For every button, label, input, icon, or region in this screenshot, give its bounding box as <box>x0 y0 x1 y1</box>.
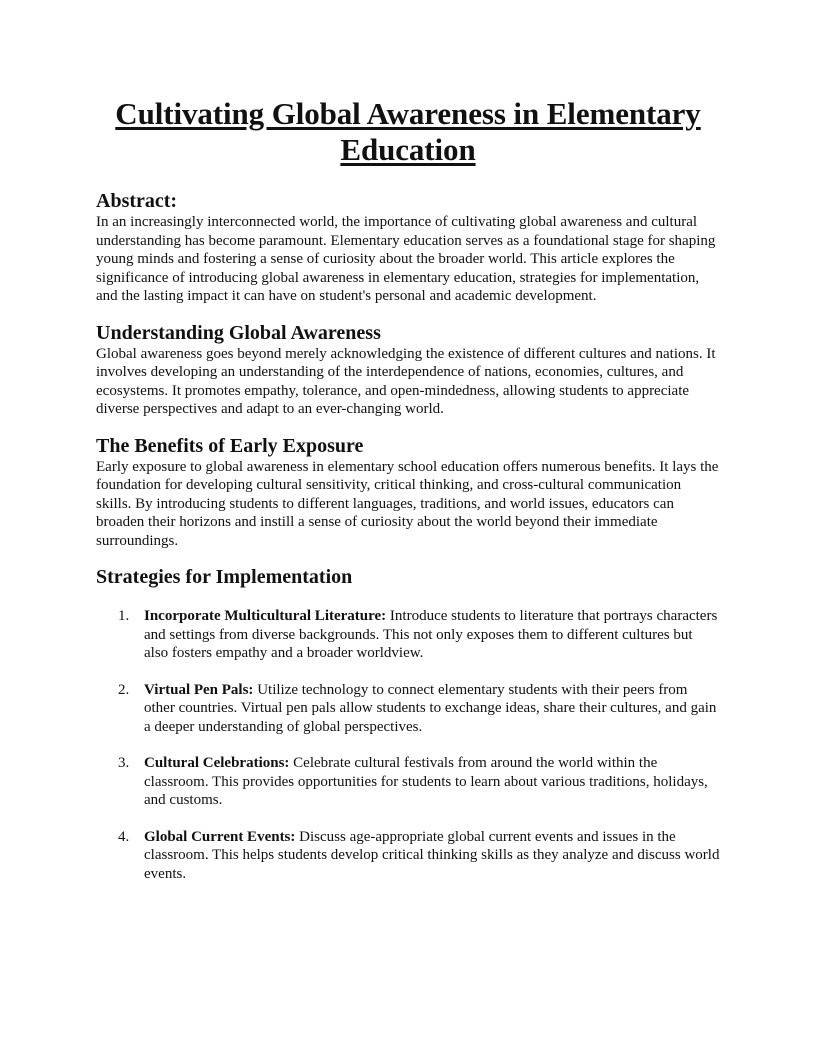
list-item <box>96 681 720 737</box>
document-page <box>96 96 720 901</box>
list-item-term: Incorporate Multicultural Literature: <box>144 608 387 624</box>
list-item-term: Cultural Celebrations: <box>144 755 290 771</box>
section-body: Global awareness goes beyond merely acknowledging the existence of different cultures and nations. It involves developing an understanding of the interdependence of nations, economies, cultures, and ecosystems. It promotes empathy, tolerance, and open-mindedness, allowing students to appreciate diverse perspectives and adapt to an ever-changing world. <box>96 345 716 417</box>
document-title: Cultivating Global Awareness in Elementary Education <box>115 96 701 167</box>
list-item-text: Introduce students to literature that portrays characters and settings from diverse backgrounds. This not only exposes them to different cultures but also fosters empathy and a broader worldview. <box>144 608 718 661</box>
list-item <box>96 754 720 810</box>
section-body: Early exposure to global awareness in elementary school education offers numerous benefits. It lays the foundation for developing cultural sensitivity, critical thinking, and cross-cultural communication skills. By introducing students to different languages, traditions, and world issues, educators can broaden their horizons and instill a sense of curiosity about the world beyond their immediate surroundings. <box>96 458 719 549</box>
list-item-term: Global Current Events: <box>144 828 296 845</box>
list-item-text: Utilize technology to connect elementary students with their peers from other countries. Virtual pen pals allow students to exchange ideas, share their cultures, and gain a deeper understanding of global perspectives. <box>144 681 717 735</box>
section-heading: The Benefits of Early Exposure <box>96 434 364 457</box>
list-item <box>96 828 720 884</box>
list-item-number: 3. <box>118 755 130 771</box>
section-strategies <box>96 566 720 883</box>
section-heading: Understanding Global Awareness <box>96 321 381 344</box>
list-item-number: 2. <box>118 681 130 698</box>
strategies-list <box>96 607 720 883</box>
section-understanding-global-awareness <box>96 322 720 419</box>
abstract-section <box>96 190 720 306</box>
list-item-text: Discuss age-appropriate global current events and issues in the classroom. This helps students develop critical thinking skills as they analyze and discuss world events. <box>144 828 720 882</box>
list-item <box>96 607 720 663</box>
list-item-term: Virtual Pen Pals: <box>144 681 254 698</box>
list-item-number: 4. <box>118 828 130 845</box>
list-item-text: Celebrate cultural festivals from around the world within the classroom. This provides opportunities for students to learn about various traditions, holidays, and customs. <box>144 755 708 808</box>
abstract-body: In an increasingly interconnected world, the importance of cultivating global awareness and cultural understanding has become paramount. Elementary education serves as a foundational stage for shaping young minds and fostering a sense of curiosity about the broader world. This article explores the significance of introducing global awareness in elementary education, strategies for implementation, and the lasting impact it can have on student's personal and academic development. <box>96 214 716 304</box>
list-item-number: 1. <box>118 608 130 624</box>
abstract-heading: Abstract: <box>96 190 178 212</box>
section-benefits-early-exposure <box>96 435 720 551</box>
strategies-heading: Strategies for Implementation <box>96 566 353 588</box>
